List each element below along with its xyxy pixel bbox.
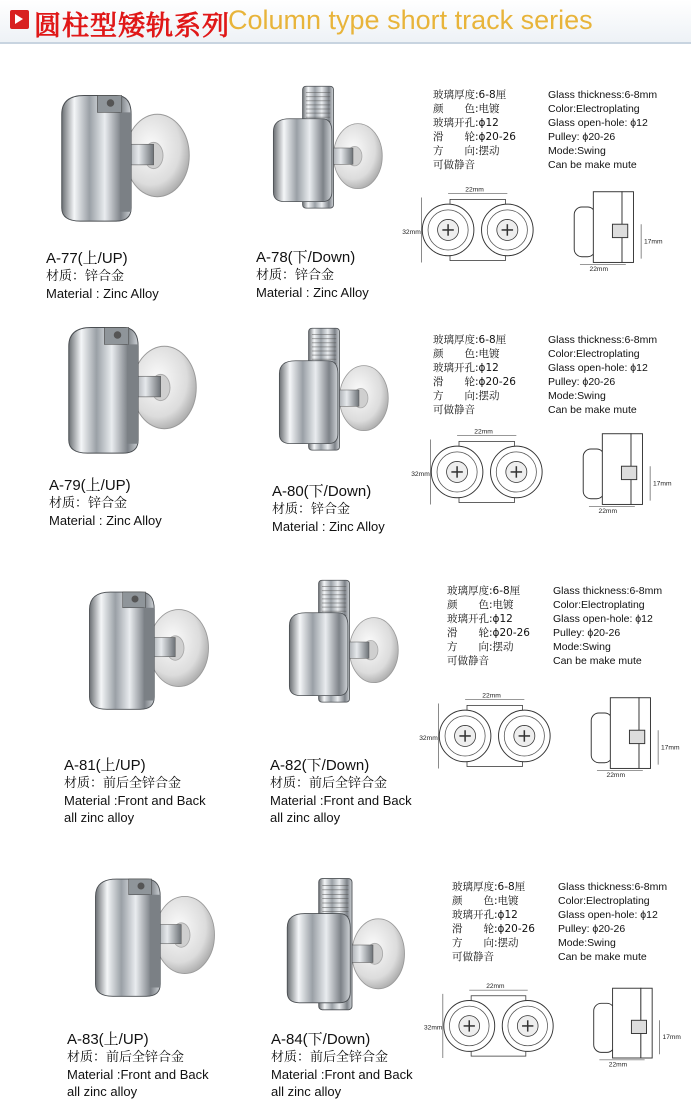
spec-en-line: Pulley: ϕ20-26 [558,923,626,935]
product-a77 [46,250,159,302]
spec-en-column [548,333,657,417]
spec-cn-line: 方 向:摆动 [447,641,514,653]
side-view [574,192,663,272]
side-height-label: 17mm [643,238,663,246]
model-name: A-78(下/Down) [256,249,356,266]
material-en: Material :Front and Back [270,793,412,808]
spec-en-line: Color:Electroplating [548,103,640,115]
material-cn: 材质：锌合金 [256,268,335,283]
product-photo-a80 [268,310,398,470]
product-a84 [271,1031,413,1100]
spec-cn-line: 颜 色:电镀 [452,895,519,907]
spec-en-column [558,880,667,964]
dimension-diagram [396,186,676,272]
title-english: Column type short track series [228,5,593,35]
spec-cn-line: 颜 色:电镀 [447,599,514,611]
spec-cn-line: 可做静音 [433,159,475,171]
spec-cn-line: 可做静音 [433,404,475,416]
material-cn: 材质：前后全锌合金 [271,1050,389,1065]
spec-en-line: Can be make mute [548,404,637,416]
spec-cn-line: 可做静音 [447,655,489,667]
spec-cn-line: 滑 轮:ϕ20-26 [433,376,516,388]
dimension-diagram [424,982,688,1068]
spec-cn-line: 方 向:摆动 [433,390,500,402]
product-a79 [49,477,162,529]
spec-en-line: Pulley: ϕ20-26 [548,131,616,143]
arrow-bullet-icon [10,10,29,29]
spec-cn-line: 玻璃厚度:6-8厘 [433,334,507,346]
spec-cn-line: 颜 色:电镀 [433,348,500,360]
product-a80 [272,483,385,535]
side-view [583,434,672,514]
spec-cn-column [447,584,530,668]
material-cn: 材质：前后全锌合金 [270,776,388,791]
side-view [594,988,682,1068]
material-en: Material :Front and Back [271,1067,413,1082]
front-view [411,429,542,505]
model-name: A-77(上/UP) [46,250,128,267]
material-cn: 材质：前后全锌合金 [64,776,182,791]
side-width-label: 22mm [598,508,618,514]
spec-cn-line: 方 向:摆动 [452,937,519,949]
spec-en-line: Glass open-hole: ϕ12 [558,909,658,921]
product-a82 [270,757,412,826]
height-label: 32mm [411,470,430,478]
material-en-line2: all zinc alloy [67,1084,138,1099]
spec-en-line: Glass open-hole: ϕ12 [548,362,648,374]
front-view [402,187,533,263]
product-a78 [256,249,369,301]
product-photo-a82 [278,567,408,717]
height-label: 32mm [424,1024,443,1032]
width-label: 22mm [465,186,484,194]
front-view [419,693,550,769]
spec-en-column [548,88,657,172]
spec-en-line: Glass thickness:6-8mm [558,881,668,893]
spec-cn-line: 可做静音 [452,951,494,963]
spec-cn-line: 颜 色:电镀 [433,103,500,115]
title-chinese: 圆柱型矮轨系列 [34,11,230,42]
side-height-label: 17mm [660,744,680,752]
material-en: Material : Zinc Alloy [272,519,385,534]
product-photo-a79 [50,320,200,470]
side-height-label: 17mm [662,1034,681,1042]
side-view [591,698,680,778]
model-name: A-80(下/Down) [272,483,372,500]
height-label: 32mm [419,734,438,742]
width-label: 22mm [474,428,493,436]
width-label: 22mm [486,983,505,991]
height-label: 32mm [402,228,421,236]
product-photo-a84 [270,875,420,1015]
spec-cn-column [433,333,516,417]
spec-en-line: Mode:Swing [548,145,606,157]
spec-cn-line: 玻璃厚度:6-8厘 [433,89,507,101]
spec-en-line: Glass thickness:6-8mm [553,585,663,597]
spec-cn-line: 玻璃开孔:ϕ12 [433,362,499,374]
spec-en-line: Color:Electroplating [548,348,640,360]
side-height-label: 17mm [652,480,672,488]
width-label: 22mm [482,692,501,700]
front-view [424,983,553,1058]
material-cn: 材质：前后全锌合金 [67,1050,185,1065]
spec-en-line: Mode:Swing [548,390,606,402]
spec-cn-line: 滑 轮:ϕ20-26 [452,923,535,935]
product-photo-a81 [62,585,222,725]
material-cn: 材质：锌合金 [272,502,351,517]
spec-cn-line: 玻璃开孔:ϕ12 [433,117,499,129]
material-en-line2: all zinc alloy [270,810,341,825]
material-en-line2: all zinc alloy [271,1084,342,1099]
spec-cn-column [452,880,535,964]
spec-en-line: Mode:Swing [558,937,616,949]
dimension-diagram [418,692,688,778]
spec-en-line: Glass thickness:6-8mm [548,89,658,101]
spec-cn-line: 玻璃厚度:6-8厘 [452,881,526,893]
product-photo-a83 [68,872,228,1012]
spec-cn-line: 滑 轮:ϕ20-26 [433,131,516,143]
material-cn: 材质：锌合金 [46,269,125,284]
material-en: Material : Zinc Alloy [256,285,369,300]
spec-en-line: Glass open-hole: ϕ12 [548,117,648,129]
product-a81 [64,757,206,826]
spec-en-line: Pulley: ϕ20-26 [548,376,616,388]
product-photo-a77 [38,88,198,238]
side-width-label: 22mm [608,1061,628,1068]
material-en: Material : Zinc Alloy [49,513,162,528]
model-name: A-79(上/UP) [49,477,131,494]
spec-cn-column [433,88,516,172]
dimension-diagram [405,428,685,514]
side-width-label: 22mm [589,266,609,272]
spec-en-line: Glass open-hole: ϕ12 [553,613,653,625]
spec-cn-line: 玻璃厚度:6-8厘 [447,585,521,597]
spec-en-line: Can be make mute [548,159,637,171]
model-name: A-81(上/UP) [64,757,146,774]
product-a83 [67,1031,209,1100]
spec-en-line: Glass thickness:6-8mm [548,334,658,346]
spec-en-column [553,584,662,668]
spec-cn-line: 方 向:摆动 [433,145,500,157]
material-cn: 材质：锌合金 [49,496,128,511]
side-width-label: 22mm [606,772,626,778]
spec-cn-line: 玻璃开孔:ϕ12 [447,613,513,625]
spec-en-line: Color:Electroplating [558,895,650,907]
model-name: A-83(上/UP) [67,1031,149,1048]
spec-en-line: Color:Electroplating [553,599,645,611]
spec-en-line: Can be make mute [553,655,642,667]
spec-en-line: Pulley: ϕ20-26 [553,627,621,639]
material-en: Material :Front and Back [64,793,206,808]
spec-cn-line: 玻璃开孔:ϕ12 [452,909,518,921]
spec-en-line: Mode:Swing [553,641,611,653]
model-name: A-82(下/Down) [270,757,370,774]
material-en: Material : Zinc Alloy [46,286,159,301]
spec-en-line: Can be make mute [558,951,647,963]
spec-cn-line: 滑 轮:ϕ20-26 [447,627,530,639]
material-en: Material :Front and Back [67,1067,209,1082]
product-photo-a78 [262,68,392,228]
page-header [0,0,691,44]
model-name: A-84(下/Down) [271,1031,371,1048]
material-en-line2: all zinc alloy [64,810,135,825]
